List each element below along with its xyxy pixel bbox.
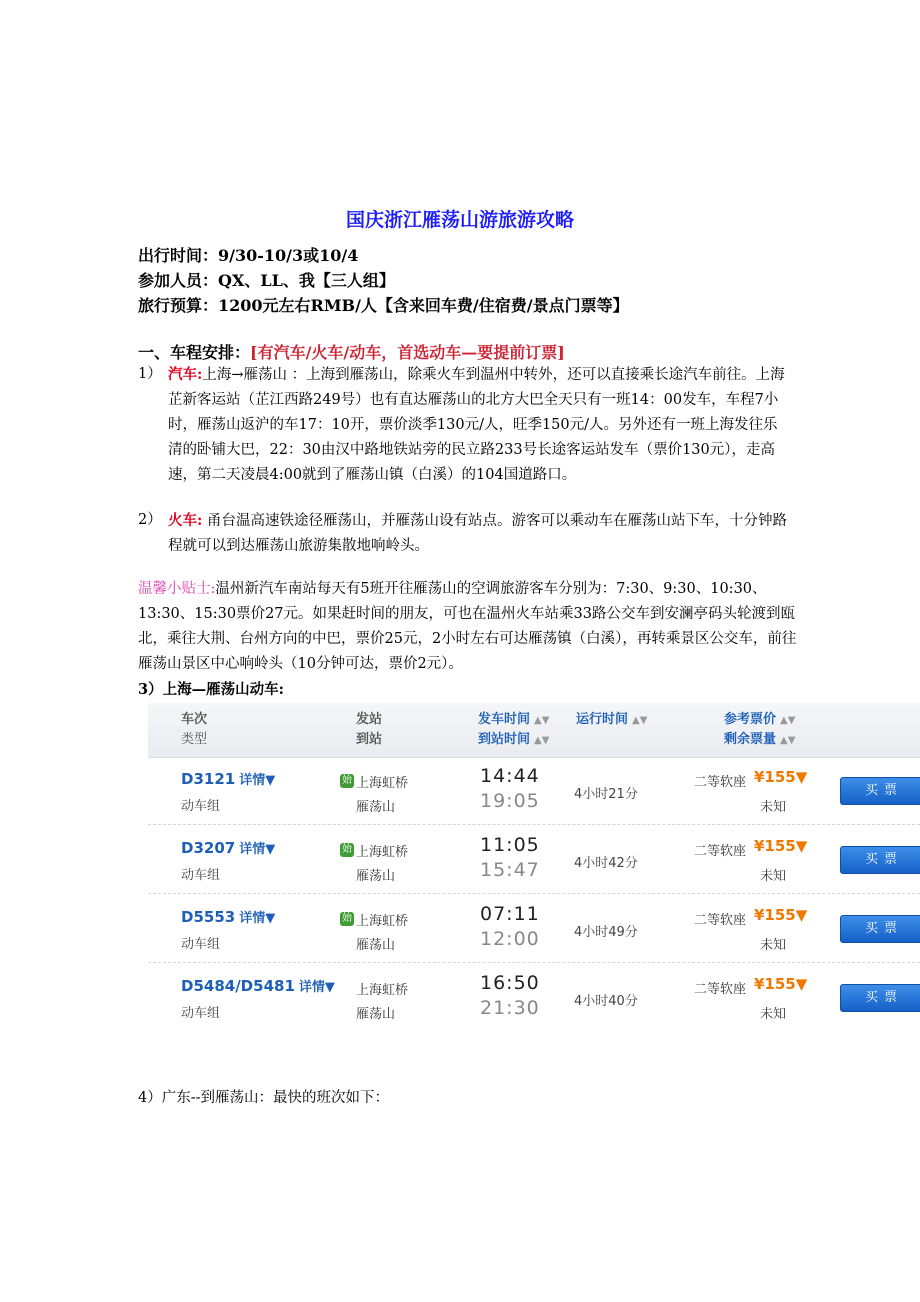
header-remain: 剩余票量 — [724, 732, 777, 747]
emu-heading: 3）上海—雁荡山动车: — [138, 681, 284, 698]
row-divider — [148, 962, 920, 963]
tip-label: 温馨小贴士: — [138, 581, 216, 597]
from-station: 上海虹桥 — [356, 776, 409, 791]
header-price: 参考票价 — [724, 712, 777, 727]
train-schedule-table — [148, 703, 920, 1033]
bus-number: 1） — [138, 366, 162, 382]
depart-time: 07:11 — [480, 903, 540, 925]
buy-ticket-button[interactable]: 买票 — [840, 984, 920, 1012]
sort-arrow-icon: ▲▼ — [534, 735, 550, 746]
train-code-link[interactable] — [181, 976, 335, 995]
depart-time: 14:44 — [480, 765, 540, 787]
availability: 未知 — [760, 1007, 787, 1022]
header-from: 发站 — [356, 712, 383, 727]
tip-paragraph — [138, 577, 798, 677]
bus-text: 上海→雁荡山 ：上海到雁荡山，除乘火车到温州中转外，还可以直接乘长途汽车前往。上海芷新客运站（芷江西路249号）也有直达雁荡山的北方大巴全天只有一班14：00发车，车程7小时，雁荡山返沪的车17：10开，票价淡季130元/人，旺季150元/人。另外还有一班上海发往乐清的卧铺大巴，22：30由汉中路地铁站旁的民立路233号长途客运站发车（票价130元），走高速，第二天凌晨4:00就到了雁荡山镇（白溪）的104国道路口。 — [168, 367, 785, 483]
section-transport-heading — [138, 340, 565, 363]
availability: 未知 — [760, 938, 787, 953]
train-type: 动车组 — [181, 1006, 221, 1021]
budget: 旅行预算：1200元左右RMB/人【含来回车费/住宿费/景点门票等】 — [138, 296, 629, 315]
from-station: 上海虹桥 — [356, 845, 409, 860]
start-station-icon: 始 — [342, 775, 352, 786]
bus-tag: 汽车: — [168, 366, 203, 383]
section-highlight-2: —要提前订票] — [461, 343, 565, 362]
train-type: 动车组 — [181, 799, 221, 814]
train-paragraph — [138, 508, 788, 559]
price[interactable]: ¥155▼ — [754, 975, 808, 993]
buy-ticket-button[interactable]: 买票 — [840, 846, 920, 874]
buy-ticket-button[interactable]: 买票 — [840, 915, 920, 943]
detail-link[interactable]: 详情▼ — [239, 842, 276, 857]
availability: 未知 — [760, 869, 787, 884]
seat-class: 二等软座 — [694, 913, 747, 928]
seat-class: 二等软座 — [694, 844, 747, 859]
seat-class: 二等软座 — [694, 775, 747, 790]
train-code: D3207 — [181, 839, 236, 857]
row-divider — [148, 893, 920, 894]
start-station-icon: 始 — [342, 913, 352, 924]
train-code: D5553 — [181, 908, 236, 926]
sort-arrow-icon: ▲▼ — [534, 715, 550, 726]
from-station: 上海虹桥 — [356, 983, 409, 998]
sort-arrow-icon: ▲▼ — [780, 735, 796, 746]
price[interactable]: ¥155▼ — [754, 837, 808, 855]
header-remain-sort[interactable] — [724, 730, 795, 751]
train-tag: 火车: — [168, 512, 203, 529]
document-title: 国庆浙江雁荡山游旅游攻略 — [345, 209, 574, 231]
train-code-link[interactable] — [181, 907, 275, 926]
duration: 4小时49分 — [574, 925, 638, 940]
section-highlight: [有汽车/火车/动车，首选动车 — [250, 343, 462, 362]
header-dur: 运行时间 — [576, 712, 629, 727]
tip-text: 温州新汽车南站每天有5班开往雁荡山的空调旅游客车分别为：7:30、9:30、10:30、13:30、15:30票价27元。如果赶时间的朋友，可也在温州火车站乘33路公交车到安澜亭码头轮渡到瓯北，乘往大荆、台州方向的中巴，票价25元，2小时左右可达雁荡镇（白溪），再转乘景区公交车，前往雁荡山景区中心响岭头（10分钟可达，票价2元）。 — [138, 581, 797, 672]
sort-arrow-icon: ▲▼ — [632, 715, 648, 726]
arrive-time: 12:00 — [480, 928, 540, 950]
to-station: 雁荡山 — [356, 938, 396, 953]
header-price-sort[interactable] — [724, 710, 795, 731]
price[interactable]: ¥155▼ — [754, 768, 808, 786]
header-dep: 发车时间 — [478, 712, 531, 727]
table-row — [148, 966, 920, 1034]
detail-link[interactable]: 详情▼ — [239, 773, 276, 788]
from-station: 上海虹桥 — [356, 914, 409, 929]
start-station-icon: 始 — [342, 844, 352, 855]
train-code-link[interactable] — [181, 769, 275, 788]
table-row — [148, 897, 920, 965]
detail-link[interactable]: 详情▼ — [298, 980, 335, 995]
duration: 4小时21分 — [574, 787, 638, 802]
to-station: 雁荡山 — [356, 869, 396, 884]
bus-paragraph — [138, 362, 788, 488]
to-station: 雁荡山 — [356, 1007, 396, 1022]
depart-time: 16:50 — [480, 972, 540, 994]
train-type: 动车组 — [181, 937, 221, 952]
header-dep-sort[interactable] — [478, 710, 549, 731]
train-code: D5484/D5481 — [181, 977, 295, 995]
arrive-time: 19:05 — [480, 790, 540, 812]
price[interactable]: ¥155▼ — [754, 906, 808, 924]
header-train: 车次 — [181, 712, 208, 727]
header-dur-sort[interactable] — [576, 710, 647, 731]
header-arr-sort[interactable] — [478, 730, 549, 751]
travel-time: 出行时间：9/30-10/3或10/4 — [138, 246, 359, 265]
arrive-time: 15:47 — [480, 859, 540, 881]
table-header — [148, 703, 920, 758]
header-type: 类型 — [181, 732, 208, 747]
section-label: 一、车程安排： — [138, 343, 251, 362]
train-number: 2） — [138, 512, 162, 528]
train-code-link[interactable] — [181, 838, 275, 857]
train-text: 甬台温高速铁途径雁荡山，并雁荡山设有站点。游客可以乘动车在雁荡山站下车，十分钟路程就可以到达雁荡山旅游集散地响岭头。 — [168, 513, 787, 554]
guangdong-heading: 4）广东--到雁荡山：最快的班次如下： — [138, 1090, 390, 1106]
buy-ticket-button[interactable]: 买票 — [840, 777, 920, 805]
train-code: D3121 — [181, 770, 236, 788]
row-divider — [148, 824, 920, 825]
table-row — [148, 759, 920, 827]
sort-arrow-icon: ▲▼ — [780, 715, 796, 726]
detail-link[interactable]: 详情▼ — [239, 911, 276, 926]
table-row — [148, 828, 920, 896]
participants: 参加人员：QX、LL、我【三人组】 — [138, 271, 395, 290]
train-type: 动车组 — [181, 868, 221, 883]
duration: 4小时42分 — [574, 856, 638, 871]
header-to: 到站 — [356, 732, 383, 747]
to-station: 雁荡山 — [356, 800, 396, 815]
duration: 4小时40分 — [574, 994, 638, 1009]
availability: 未知 — [760, 800, 787, 815]
arrive-time: 21:30 — [480, 997, 540, 1019]
depart-time: 11:05 — [480, 834, 540, 856]
header-arr: 到站时间 — [478, 732, 531, 747]
seat-class: 二等软座 — [694, 982, 747, 997]
